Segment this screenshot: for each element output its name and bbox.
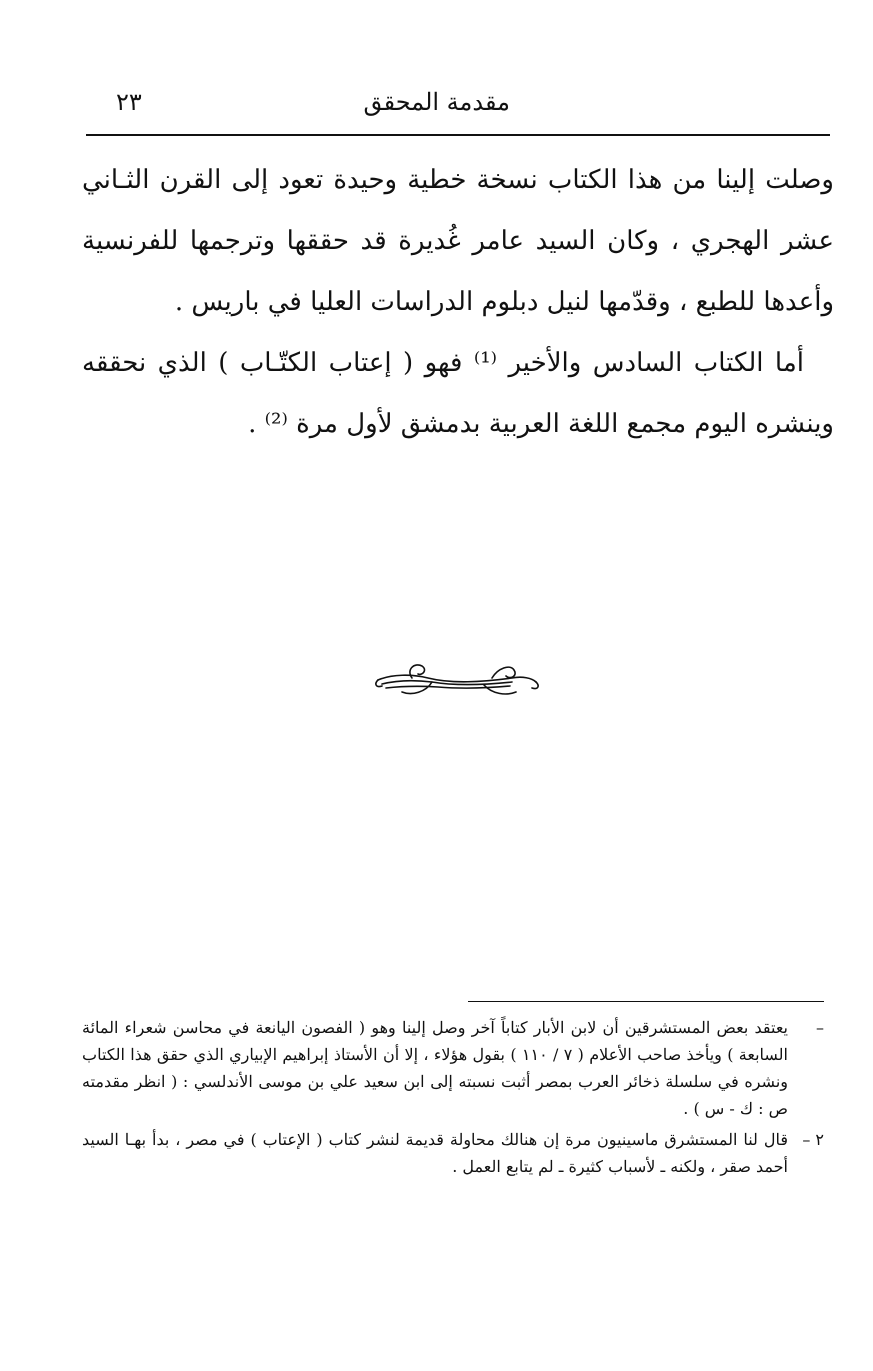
section-end-ornament-icon — [372, 652, 540, 700]
footnote-text: يعتقد بعض المستشرقين أن لابن الأبار كتاباً آخر وصل إلينا وهو ( الفصون اليانعة في محاسن شعراء المائة السابعة ) ويأخذ صاحب الأعلام ( ٧ / ١١٠ ) بقول هؤلاء ، إلا أن الأستاذ إبراهيم الإبياري الذي حقق هذا الكتاب ونشره في سلسلة ذخائر العرب بمصر أثبت نسبته إلى ابن سعيد علي بن موسى الأندلسي : ( انظر مقدمته ص : ك - س ) . — [82, 1018, 789, 1118]
footnote-2 — [82, 1126, 824, 1180]
page-number: ٢٣ — [116, 88, 142, 116]
main-text — [82, 150, 834, 455]
footnote-1 — [82, 1014, 824, 1122]
footnote-rule — [468, 1001, 824, 1002]
footnotes — [82, 1014, 824, 1184]
footnote-marker: – — [816, 1018, 824, 1037]
footnote-text: قال لنا المستشرق ماسينيون مرة إن هنالك محاولة قديمة لنشر كتاب ( الإعتاب ) في مصر ، بدأ بهـا السيد أحمد صقر ، ولكنه ـ لأسباب كثيرة ـ لم يتابع العمل . — [82, 1130, 789, 1176]
running-header — [86, 82, 830, 122]
paragraph-1: وصلت إلينا من هذا الكتاب نسخة خطية وحيدة تعود إلى القرن الثـاني عشر الهجري ، وكان السيد عامر غُديرة قد حققها وترجمها للفرنسية وأعدها للطبع ، وقدّمها لنيل دبلوم الدراسات العليا في باريس . — [82, 165, 834, 317]
header-rule — [86, 134, 830, 136]
running-title: مقدمة المحقق — [363, 88, 510, 116]
paragraph-2: أما الكتاب السادس والأخير ⁽¹⁾ فهو ( إعتاب الكتّـاب ) الذي نحققه وينشره اليوم مجمع اللغة العربية بدمشق لأول مرة ⁽²⁾ . — [82, 348, 834, 439]
footnote-marker: ٢ – — [802, 1130, 824, 1149]
